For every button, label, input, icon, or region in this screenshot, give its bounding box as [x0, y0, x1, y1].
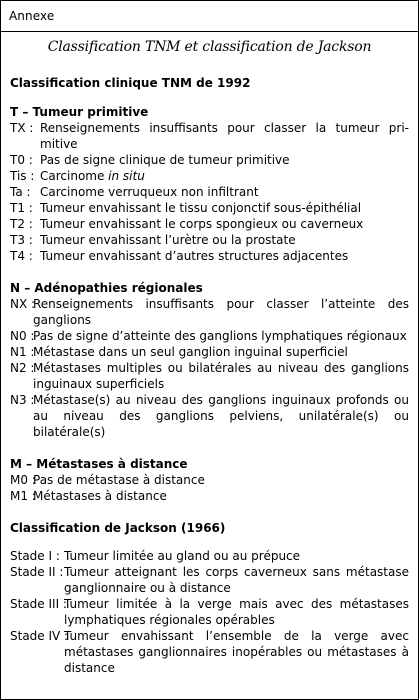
m-list — [10, 472, 409, 504]
n-item — [10, 392, 409, 440]
t-code: Tis : — [10, 169, 35, 183]
annexe-label: Annexe — [9, 9, 55, 23]
n-text: Pas de signe d’atteinte des ganglions lymphatiques régionaux — [33, 329, 407, 343]
t-heading: T – Tumeur primitive — [10, 105, 149, 119]
document-title: Classification TNM et classification de Jackson — [47, 39, 372, 55]
m-item — [10, 488, 409, 504]
n-text: Métastase(s) au niveau des ganglions inguinaux profonds ou au niveau des ganglions pelviens, unilatérale(s) ou bilatérale(s) — [33, 393, 409, 439]
jackson-item — [10, 548, 409, 564]
jackson-code: Stade IV : — [10, 629, 69, 643]
t-item — [10, 120, 409, 152]
n-text: Renseignements insuffisants pour classer l’atteinte des ganglions — [33, 297, 409, 327]
jackson-item — [10, 596, 409, 628]
t-text: Pas de signe clinique de tumeur primitive — [40, 153, 290, 167]
jackson-list — [10, 548, 409, 676]
t-item — [10, 168, 409, 184]
t-code: Ta : — [10, 185, 31, 199]
m-item — [10, 472, 409, 488]
annexe-header — [1, 1, 418, 32]
n-text: Métastases multiples ou bilatérales au niveau des ganglions inguinaux superficiels — [33, 361, 409, 391]
t-item — [10, 248, 409, 264]
t-list — [10, 120, 409, 264]
n-item — [10, 296, 409, 328]
jackson-text: Tumeur envahissant l’ensemble de la verge avec métastases ganglionnaires inopérables ou métastases à distance — [64, 629, 409, 675]
jackson-item — [10, 564, 409, 596]
n-code: N0 : — [10, 329, 35, 343]
n-text: Métastase dans un seul ganglion inguinal superficiel — [33, 345, 348, 359]
jackson-code: Stade I : — [10, 549, 60, 563]
t-code: T3 : — [10, 233, 33, 247]
n-code: NX : — [10, 297, 36, 311]
m-code: M1 : — [10, 489, 36, 503]
tnm-heading: Classification clinique TNM de 1992 — [10, 76, 251, 90]
n-heading: N – Adénopathies régionales — [10, 281, 203, 295]
t-item — [10, 232, 409, 248]
t-text: Renseignements insuffisants pour classer la tumeur primitive — [40, 121, 409, 151]
t-code: T1 : — [10, 201, 33, 215]
m-heading: M – Métastases à distance — [10, 457, 188, 471]
t-item — [10, 184, 409, 200]
jackson-code: Stade III : — [10, 597, 67, 611]
jackson-text: Tumeur limitée à la verge mais avec des métastases lymphatiques régionales opérables — [64, 597, 409, 627]
jackson-item — [10, 628, 409, 676]
t-code: TX : — [10, 121, 34, 135]
t-item — [10, 216, 409, 232]
jackson-code: Stade II : — [10, 565, 64, 579]
t-text: Carcinome in situ — [40, 169, 145, 183]
m-text: Pas de métastase à distance — [33, 473, 205, 487]
jackson-text: Tumeur limitée au gland ou au prépuce — [64, 549, 301, 563]
t-text: Tumeur envahissant d’autres structures adjacentes — [40, 249, 349, 263]
m-code: M0 : — [10, 473, 36, 487]
n-list — [10, 296, 409, 440]
n-item — [10, 328, 409, 344]
t-item — [10, 200, 409, 216]
n-code: N1 : — [10, 345, 35, 359]
document-body — [10, 75, 409, 676]
t-text: Tumeur envahissant le corps spongieux ou caverneux — [40, 217, 364, 231]
n-item — [10, 344, 409, 360]
n-item — [10, 360, 409, 392]
n-code: N2 : — [10, 361, 35, 375]
jackson-heading: Classification de Jackson (1966) — [10, 521, 226, 535]
t-code: T4 : — [10, 249, 33, 263]
t-text: Carcinome verruqueux non infiltrant — [40, 185, 259, 199]
t-text: Tumeur envahissant le tissu conjonctif sous-épithélial — [40, 201, 362, 215]
n-code: N3 : — [10, 393, 35, 407]
jackson-text: Tumeur atteignant les corps caverneux sans métastase ganglionnaire ou à distance — [64, 565, 409, 595]
t-code: T2 : — [10, 217, 33, 231]
t-text: Tumeur envahissant l’urètre ou la prostate — [40, 233, 296, 247]
m-text: Métastases à distance — [33, 489, 167, 503]
t-code: T0 : — [10, 153, 33, 167]
t-item — [10, 152, 409, 168]
